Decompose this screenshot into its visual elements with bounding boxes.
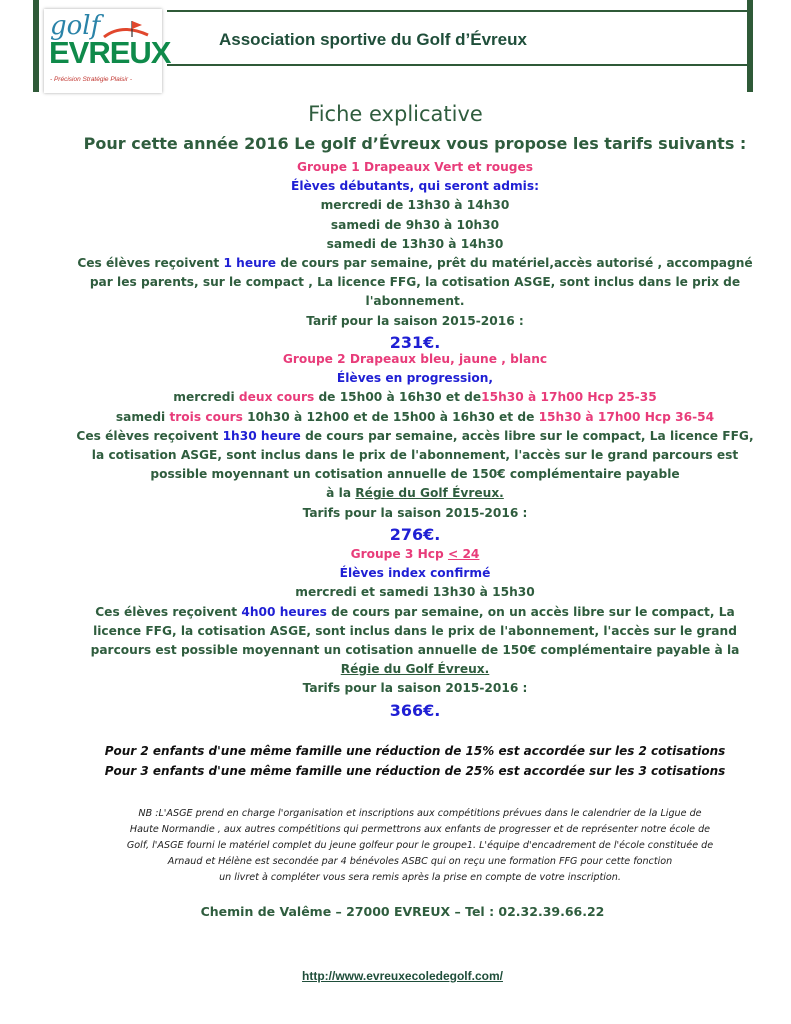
group3-name — [40, 545, 790, 564]
group2-wednesday — [40, 388, 790, 407]
group1-schedule-2: samedi de 9h30 à 10h30 — [330, 217, 500, 232]
group3-schedule: mercredi et samedi 13h30 à 15h30 — [295, 585, 535, 600]
group1-description-1 — [40, 254, 790, 273]
reduction-three-children: Pour 3 enfants d'une même famille une réduction de 25% est accordée sur les 3 cotisations — [104, 764, 726, 778]
group2-description-3: possible moyennant un cotisation annuelle de 150€ complémentaire payable — [150, 467, 680, 482]
courses-highlight: trois cours — [169, 409, 243, 424]
group1-schedule-3: samedi de 13h30 à 14h30 — [326, 236, 504, 251]
frame-right-bar — [747, 0, 753, 92]
frame-bottom-line — [167, 64, 747, 66]
hours-highlight: 4h00 heures — [241, 604, 327, 619]
group3-description-2: licence FFG, la cotisation ASGE, sont inclus dans le prix de l'abonnement, l'accès sur le grand — [93, 623, 737, 638]
logo-evreux-text: EVREUX — [49, 35, 171, 70]
group1-price: 231€. — [389, 332, 441, 352]
group3-description-1 — [40, 603, 790, 622]
page-title: Fiche explicative — [308, 102, 483, 126]
group1-level: Élèves débutants, qui seront admis: — [291, 179, 539, 194]
logo-tagline: - Précision Stratégie Plaisir - — [50, 76, 132, 83]
group2-saturday — [40, 408, 790, 427]
group2-level: Élèves en progression, — [336, 371, 494, 386]
group3-regie — [40, 660, 790, 679]
group2-tarif-label: Tarifs pour la saison 2015-2016 : — [302, 505, 528, 520]
group3-section — [40, 545, 790, 722]
text: samedi — [115, 409, 170, 424]
text: Ces élèves reçoivent — [76, 428, 223, 443]
text: Ces élèves reçoivent — [95, 604, 242, 619]
group1-schedule-1: mercredi de 13h30 à 14h30 — [320, 198, 510, 213]
text: de 15h00 à 16h30 et de — [314, 390, 482, 405]
group3-level: Élèves index confirmé — [339, 566, 491, 581]
group2-section — [40, 350, 790, 546]
hcp-threshold: < 24 — [448, 547, 480, 561]
text: mercredi — [173, 390, 239, 405]
golf-evreux-logo — [44, 9, 171, 93]
frame-left-bar — [33, 0, 39, 92]
reduction-two-children: Pour 2 enfants d'une même famille une réduction de 15% est accordée sur les 2 cotisations — [104, 744, 726, 758]
group3-description-3: parcours est possible moyennant un cotisation annuelle de 150€ complémentaire payable à la — [90, 643, 740, 658]
nb-line: NB :L'ASGE prend en charge l'organisation et inscriptions aux compétitions prévues dans le calendrier de la Ligue de — [138, 808, 702, 819]
group3-tarif-label: Tarifs pour la saison 2015-2016 : — [302, 681, 528, 696]
contact-address: Chemin de Valême – 27000 EVREUX – Tel : 02.32.39.66.22 — [200, 904, 605, 919]
text: à la — [326, 486, 356, 501]
hours-highlight: 1 heure — [223, 256, 277, 271]
text: 10h30 à 12h00 et de 15h00 à 16h30 et de — [242, 409, 539, 424]
text: de cours par semaine, prêt du matériel,accès autorisé , accompagné — [276, 256, 753, 271]
group2-regie — [40, 484, 790, 503]
group1-section — [40, 158, 790, 354]
text: Ces élèves reçoivent — [77, 256, 224, 271]
hcp-highlight: 15h30 à 17h00 Hcp 25-35 — [481, 390, 657, 405]
group1-tarif-label: Tarif pour la saison 2015-2016 : — [306, 313, 524, 328]
hours-highlight: 1h30 heure — [222, 428, 301, 443]
regie-link[interactable]: Régie du Golf Évreux. — [355, 486, 504, 501]
regie-link[interactable]: Régie du Golf Évreux. — [340, 662, 490, 677]
text: de cours par semaine, accès libre sur le compact, La licence FFG, — [300, 428, 754, 443]
nb-line: Haute Normandie , aux autres compétitions qui permettrons aux enfants de progresser et de représenter notre école de — [129, 824, 711, 835]
logo-golf-text: golf — [50, 11, 101, 41]
page-subtitle: Pour cette année 2016 Le golf d’Évreux vous propose les tarifs suivants : — [83, 134, 747, 153]
group2-price: 276€. — [389, 524, 441, 544]
nb-line: un livret à compléter vous sera remis après la prise en compte de votre inscription. — [219, 872, 621, 883]
hcp-highlight: 15h30 à 17h00 Hcp 36-54 — [538, 409, 715, 424]
frame-top-line — [167, 10, 747, 12]
group2-description-1 — [40, 427, 790, 446]
group1-description-2: par les parents, sur le compact , La licence FFG, la cotisation ASGE, sont inclus dans le prix de — [89, 275, 741, 290]
nb-notes — [95, 806, 745, 886]
header-title: Association sportive du Golf d’Évreux — [219, 30, 527, 49]
group1-name: Groupe 1 Drapeaux Vert et rouges — [296, 160, 534, 174]
group2-description-2: la cotisation ASGE, sont inclus dans le prix de l'abonnement, l'accès sur le grand parcours est — [91, 448, 739, 463]
group2-name: Groupe 2 Drapeaux bleu, jaune , blanc — [282, 352, 548, 366]
nb-line: Arnaud et Hélène est secondée par 4 bénévoles ASBC qui on reçu une formation FFG pour cette fonction — [167, 856, 673, 867]
text: de cours par semaine, on un accès libre sur le compact, La — [326, 604, 735, 619]
website-link[interactable]: http://www.evreuxecoledegolf.com/ — [302, 969, 503, 983]
courses-highlight: deux cours — [238, 390, 315, 405]
text: Groupe 3 Hcp — [350, 547, 448, 561]
group1-description-3: l'abonnement. — [365, 294, 465, 309]
nb-line: Golf, l'ASGE fourni le matériel complet du jeune golfeur pour le groupe1. L'équipe d'encadrement de l'école constituée de — [126, 840, 714, 851]
group3-price: 366€. — [389, 700, 441, 720]
